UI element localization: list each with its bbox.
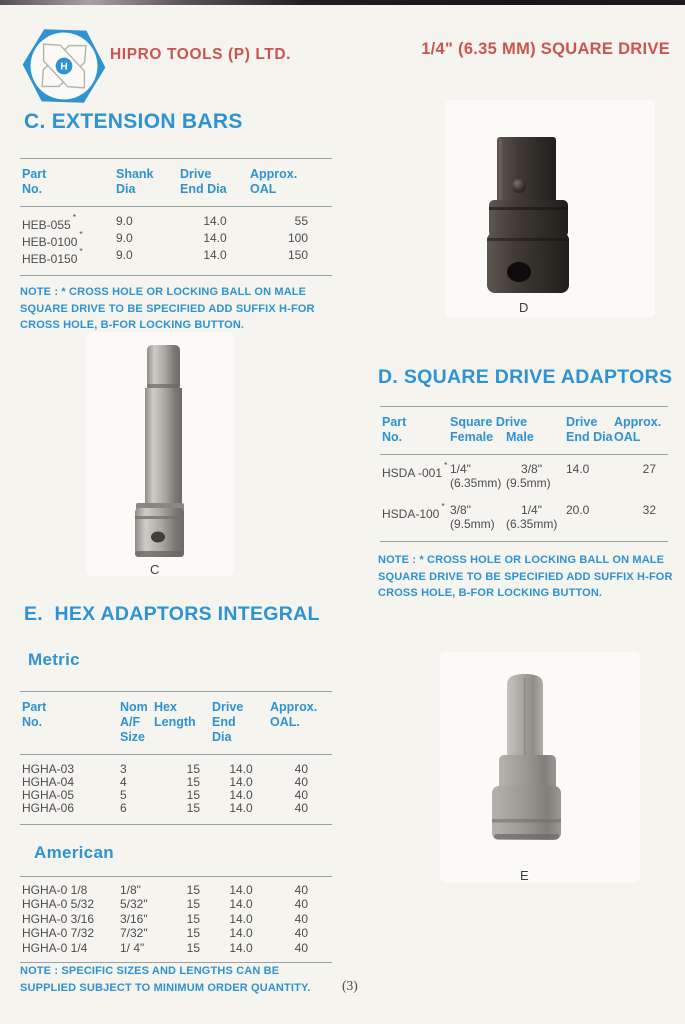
nom-cell: 1/8" (120, 883, 141, 897)
oal-cell: 27 (642, 462, 656, 476)
oal-cell: 40 (294, 801, 308, 815)
scan-edge-artifact (0, 0, 685, 5)
male-cell: 1/4" (6.35mm) (506, 503, 558, 531)
part-no-cell: HGHA-0 1/8 (22, 883, 88, 897)
figure-label-e: E (520, 868, 530, 883)
oal-cell: 40 (294, 926, 308, 941)
drive-end-dia-cell: 14.0 (229, 926, 253, 941)
hex-length-cell: 15 (186, 775, 200, 789)
table-row (380, 455, 668, 504)
hex-length-cell: 15 (186, 762, 200, 776)
hex-american-table (20, 876, 332, 963)
note-text: NOTE : * CROSS HOLE OR LOCKING BALL ON MALE SQUARE DRIVE TO BE SPECIFIED ADD SUFFIX H-FOR CROSS HOLE, B-FOR LOCKING BUTTON. (378, 554, 673, 599)
drive-end-dia-cell: 14.0 (229, 788, 253, 802)
table-row (20, 755, 332, 777)
nom-cell: 3/16" (120, 911, 148, 926)
header-row (20, 159, 332, 207)
american-subheading: American (34, 843, 114, 862)
drive-end-dia-header: Drive End Dia (212, 700, 244, 744)
hex-adaptor-photo (478, 666, 573, 851)
part-no-cell: HGHA-0 3/16 (22, 911, 95, 926)
female-cell: 3/8" (9.5mm) (450, 503, 495, 531)
table-row (380, 503, 668, 542)
oal-cell: 40 (294, 762, 308, 776)
oal-cell: 32 (642, 503, 656, 517)
nom-af-size-header: Nom A/F Size (120, 700, 148, 744)
part-no-cell: HEB-055* (22, 212, 77, 232)
part-no-cell: HGHA-0 7/32 (22, 926, 95, 941)
header-row (20, 692, 332, 755)
nom-cell: 6 (120, 801, 127, 815)
male-cell: 3/8" (9.5mm) (506, 462, 551, 490)
table-row (20, 232, 332, 249)
extension-bar-photo (95, 336, 225, 571)
square-drive-adaptors-table (380, 406, 668, 542)
part-no-cell: HSDA -001* (382, 460, 448, 480)
note-text: NOTE : SPECIFIC SIZES AND LENGTHS CAN BE SUPPLIED SUBJECT TO MINIMUM ORDER QUANTITY. (20, 965, 311, 994)
nom-cell: 5 (120, 788, 127, 802)
drive-end-dia-cell: 14.0 (203, 231, 227, 245)
hex-length-cell: 15 (186, 801, 200, 815)
hipro-logo-icon (20, 22, 108, 110)
shank-dia-header: Shank Dia (116, 167, 154, 196)
header-row (380, 407, 668, 431)
square-drive-adaptor-photo (468, 128, 578, 308)
drive-end-dia-cell: 20.0 (566, 503, 590, 517)
approx-oal-header: Approx. OAL (250, 167, 298, 196)
part-no-header: Part No. (382, 415, 407, 444)
company-name: HIPRO TOOLS (P) LTD. (110, 46, 292, 63)
drive-end-dia-cell: 14.0 (229, 883, 253, 897)
female-cell: 1/4" (6.35mm) (450, 462, 502, 490)
nom-cell: 1/ 4" (120, 940, 145, 955)
square-drive-group-header: Square Drive (450, 415, 528, 429)
oal-cell: 40 (294, 775, 308, 789)
hex-length-cell: 15 (186, 883, 200, 897)
nom-cell: 7/32" (120, 926, 148, 941)
page-number: (3) (342, 978, 358, 993)
product-line-title: 1/4" (6.35 MM) SQUARE DRIVE (421, 40, 670, 58)
oal-cell: 40 (294, 883, 308, 897)
nom-cell: 5/32" (120, 897, 148, 912)
drive-end-dia-cell: 14.0 (229, 801, 253, 815)
hex-length-header: Hex Length (154, 700, 196, 729)
note-text: NOTE : * CROSS HOLE OR LOCKING BALL ON MALE SQUARE DRIVE TO BE SPECIFIED ADD SUFFIX H-FOR CROSS HOLE, B-FOR LOCKING BUTTON. (20, 286, 315, 331)
oal-cell: 150 (287, 248, 308, 262)
figure-label-d: D (519, 300, 530, 315)
part-no-cell: HEB-0150* (22, 246, 83, 266)
table-row (20, 249, 332, 276)
logo-letter: H (60, 61, 68, 73)
drive-end-dia-cell: 14.0 (229, 775, 253, 789)
drive-end-dia-cell: 14.0 (203, 248, 227, 262)
metric-subheading: Metric (28, 650, 80, 669)
hex-length-cell: 15 (186, 940, 200, 955)
table-row (20, 877, 332, 898)
oal-cell: 100 (287, 231, 308, 245)
part-no-cell: HGHA-06 (22, 801, 75, 815)
drive-end-dia-cell: 14.0 (229, 911, 253, 926)
table-row (20, 207, 332, 233)
drive-end-dia-cell: 14.0 (566, 462, 590, 476)
table-row (20, 897, 332, 911)
figure-label-c: C (150, 562, 161, 577)
drive-end-dia-cell: 14.0 (229, 940, 253, 955)
part-no-cell: HSDA-100* (382, 501, 445, 521)
oal-cell: 55 (294, 214, 308, 228)
table-row (20, 941, 332, 963)
part-no-cell: HGHA-0 5/32 (22, 897, 95, 912)
hex-length-cell: 15 (186, 788, 200, 802)
part-no-cell: HGHA-05 (22, 788, 75, 802)
shank-dia-cell: 9.0 (116, 248, 133, 262)
table-row (20, 926, 332, 940)
hex-length-cell: 15 (186, 897, 200, 912)
hex-length-cell: 15 (186, 911, 200, 926)
nom-cell: 4 (120, 775, 127, 789)
oal-cell: 40 (294, 788, 308, 802)
oal-cell: 40 (294, 897, 308, 912)
part-no-cell: HEB-0100* (22, 229, 83, 249)
drive-end-dia-cell: 14.0 (229, 897, 253, 912)
oal-cell: 40 (294, 940, 308, 955)
extension-bars-table (20, 158, 332, 276)
part-no-header: Part No. (22, 167, 47, 196)
section-heading-e: E. HEX ADAPTORS INTEGRAL (24, 603, 320, 625)
shank-dia-cell: 9.0 (116, 214, 133, 228)
hex-length-cell: 15 (186, 926, 200, 941)
drive-end-dia-header: Drive End Dia (180, 167, 227, 196)
drive-end-dia-cell: 14.0 (229, 762, 253, 776)
part-no-cell: HGHA-03 (22, 762, 75, 776)
female-header: Female (450, 430, 494, 444)
part-no-cell: HGHA-0 1/4 (22, 940, 88, 955)
hex-metric-table (20, 691, 332, 825)
approx-oal-header: Approx. OAL. (270, 700, 318, 729)
drive-end-dia-header: Drive End Dia (566, 415, 613, 444)
approx-oal-header: Approx. OAL (614, 415, 662, 444)
shank-dia-cell: 9.0 (116, 231, 133, 245)
section-heading-d: D. SQUARE DRIVE ADAPTORS (378, 366, 673, 388)
nom-cell: 3 (120, 762, 127, 776)
oal-cell: 40 (294, 911, 308, 926)
part-no-header: Part No. (22, 700, 47, 729)
part-no-cell: HGHA-04 (22, 775, 75, 789)
section-heading-c: C. EXTENSION BARS (24, 110, 243, 133)
male-header: Male (506, 430, 534, 444)
table-row (20, 802, 332, 825)
drive-end-dia-cell: 14.0 (203, 214, 227, 228)
table-row (20, 912, 332, 926)
